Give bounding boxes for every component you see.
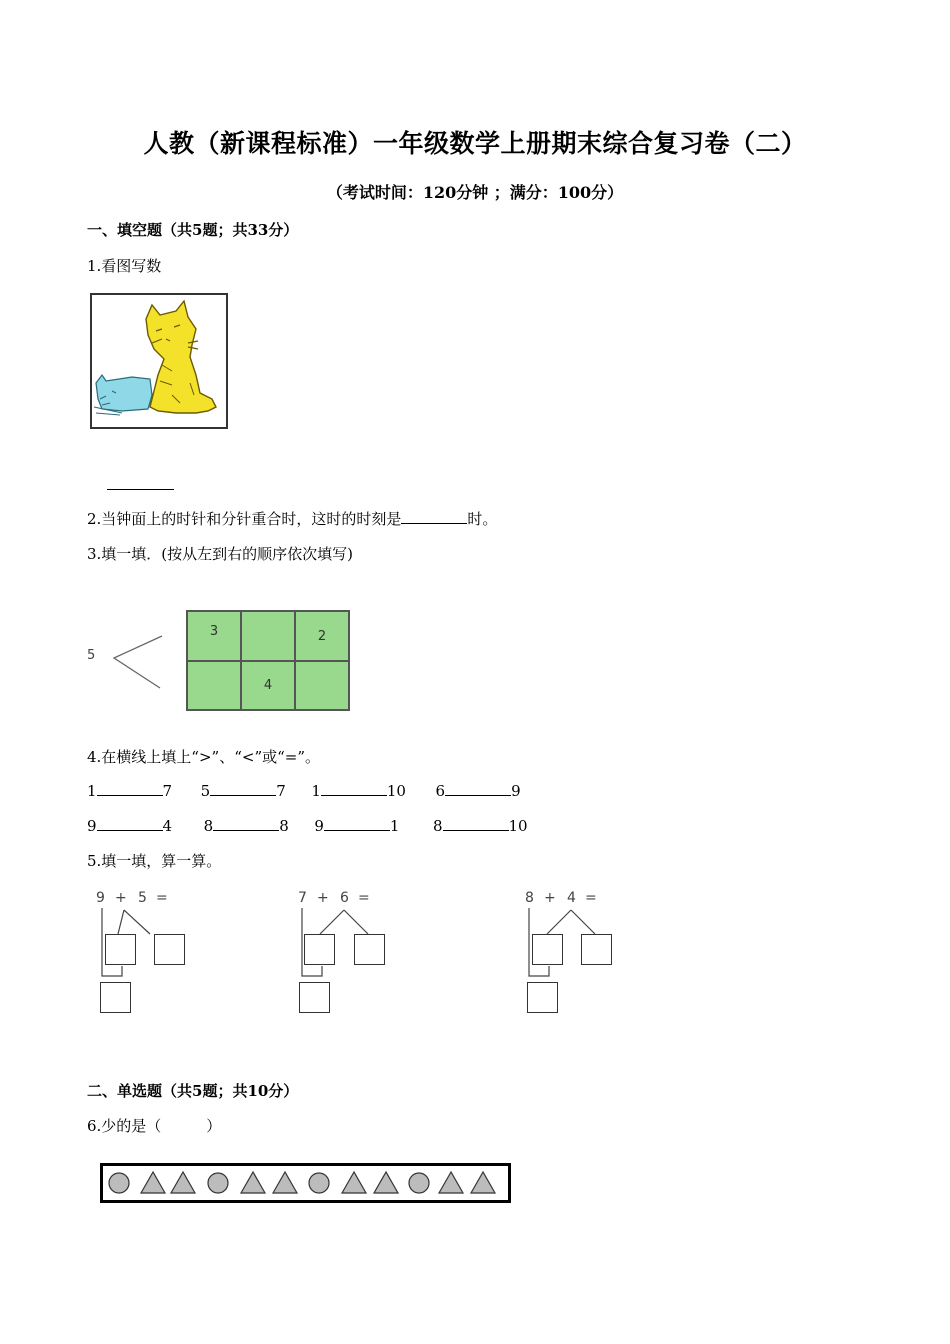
triangle-icon	[273, 1172, 297, 1193]
question-1-text: 1.看图写数	[87, 257, 162, 275]
comparison-right: 7	[276, 782, 286, 800]
comparison-blank[interactable]	[443, 816, 509, 831]
comparison-right: 1	[389, 817, 400, 835]
comparison-left: 1	[87, 782, 97, 800]
question-5-text: 5.填一填，算一算。	[87, 852, 222, 870]
answer-box[interactable]	[105, 934, 136, 965]
question-4-text: 4.在横线上填上“>”、“<”或“=”。	[87, 748, 321, 766]
comparison-left: 1	[311, 782, 321, 800]
plus-sign: +	[317, 890, 329, 906]
comparison-right: 9	[511, 782, 521, 800]
answer-box[interactable]	[527, 982, 558, 1013]
addend-b: 6	[340, 890, 349, 906]
comparison-blank[interactable]	[97, 781, 163, 796]
equals-sign: =	[358, 890, 370, 906]
addend-a: 9	[96, 890, 105, 906]
comparison-blank[interactable]	[213, 816, 279, 831]
circle-icon	[208, 1173, 228, 1193]
triangle-icon	[171, 1172, 195, 1193]
comparison-right: 10	[386, 782, 406, 800]
addend-a: 7	[298, 890, 307, 906]
triangle-icon	[241, 1172, 265, 1193]
question-2-blank[interactable]	[401, 509, 467, 524]
answer-box[interactable]	[100, 982, 131, 1013]
comparison-blank[interactable]	[210, 781, 276, 796]
equals-sign: =	[156, 890, 168, 906]
comparison-left: 6	[435, 782, 446, 800]
triangle-icon	[141, 1172, 165, 1193]
question-3-text: 3.填一填．(按从左到右的顺序依次填写)	[87, 545, 354, 563]
plus-sign: +	[115, 890, 127, 906]
make-ten-problem-2	[296, 890, 426, 1020]
answer-box[interactable]	[154, 934, 185, 965]
decomposition-grid	[186, 610, 350, 711]
shapes-row	[100, 1163, 511, 1203]
page-title: 人教（新课程标准）一年级数学上册期末综合复习卷（二）	[143, 129, 807, 158]
answer-box[interactable]	[581, 934, 612, 965]
addend-a: 8	[525, 890, 534, 906]
comparison-left: 9	[87, 817, 97, 835]
addend-b: 4	[567, 890, 576, 906]
exam-info: （考试时间：120分钟 ；满分：100分）	[326, 183, 624, 202]
comparison-right: 8	[279, 817, 289, 835]
question-2-text	[87, 508, 497, 529]
comparison-right: 10	[508, 817, 528, 835]
decomposition-total: 5	[87, 648, 96, 663]
decomposition-lines	[110, 634, 166, 692]
addend-b: 5	[138, 890, 147, 906]
circle-icon	[109, 1173, 129, 1193]
grid-cell-top-3[interactable]: 2	[295, 611, 349, 661]
make-ten-problem-3	[523, 890, 653, 1020]
comparison-row-2	[87, 816, 528, 835]
comparison-left: 5	[200, 782, 211, 800]
triangle-icon	[471, 1172, 495, 1193]
comparison-blank[interactable]	[324, 816, 390, 831]
grid-cell-top-1[interactable]: 3	[187, 611, 241, 661]
section-heading-fill-in: 一、填空题（共5题；共33分）	[87, 221, 299, 239]
cat-picture	[90, 293, 228, 429]
section-heading-single-choice: 二、单选题（共5题；共10分）	[87, 1082, 299, 1100]
triangle-icon	[342, 1172, 366, 1193]
answer-box[interactable]	[532, 934, 563, 965]
question-2-text-after: 时。	[467, 510, 498, 528]
grid-cell-bottom-1[interactable]	[187, 661, 241, 710]
equals-sign: =	[585, 890, 597, 906]
question-1-answer-line[interactable]	[107, 489, 174, 490]
comparison-left: 8	[203, 817, 214, 835]
comparison-right: 7	[162, 782, 173, 800]
answer-box[interactable]	[304, 934, 335, 965]
grid-cell-bottom-3[interactable]	[295, 661, 349, 710]
comparison-blank[interactable]	[445, 781, 511, 796]
circle-icon	[309, 1173, 329, 1193]
comparison-blank[interactable]	[97, 816, 163, 831]
grid-cell-bottom-2[interactable]: 4	[241, 661, 295, 710]
question-2-text-before: 2.当钟面上的时针和分针重合时，这时的时刻是	[87, 510, 402, 528]
circle-icon	[409, 1173, 429, 1193]
shapes-illustration	[103, 1166, 508, 1200]
comparison-right: 4	[162, 817, 173, 835]
grid-cell-top-2[interactable]	[241, 611, 295, 661]
answer-box[interactable]	[354, 934, 385, 965]
comparison-left: 8	[432, 817, 443, 835]
comparison-blank[interactable]	[321, 781, 387, 796]
cat-illustration	[92, 295, 226, 427]
answer-box[interactable]	[299, 982, 330, 1013]
triangle-icon	[439, 1172, 463, 1193]
comparison-row-1	[87, 781, 521, 800]
question-6-text: 6.少的是（ ）	[87, 1117, 222, 1135]
triangle-icon	[374, 1172, 398, 1193]
make-ten-problem-1	[94, 890, 224, 1020]
plus-sign: +	[544, 890, 556, 906]
comparison-left: 9	[314, 817, 324, 835]
